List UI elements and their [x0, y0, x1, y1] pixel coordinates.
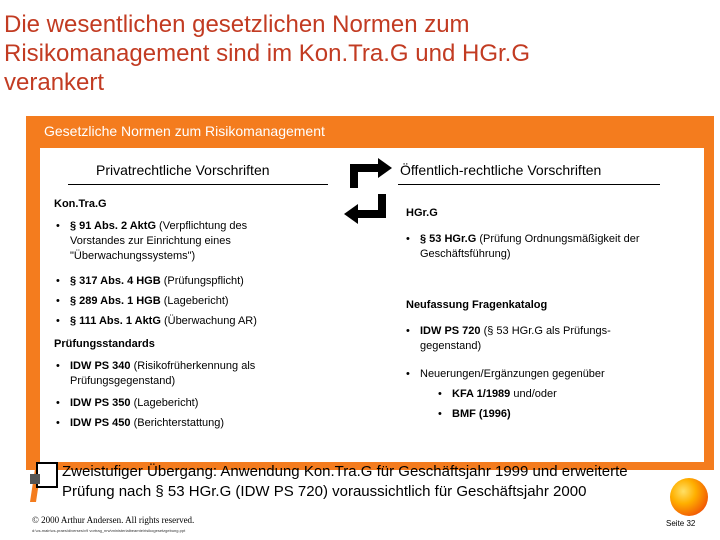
slide-title [4, 10, 704, 97]
left-header-rule [68, 184, 328, 185]
conclusion-line-1: Zweistufiger Übergang: Anwendung Kon.Tra.G für Geschäftsjahr 1999 und erweiterte [62, 463, 628, 480]
bullet-dot: • [406, 325, 410, 337]
bullet-text: (Lagebericht) [130, 397, 199, 409]
copyright-notice: © 2000 Arthur Andersen. All rights reserved. [32, 515, 195, 525]
checkbox-icon [36, 462, 58, 488]
list-item [406, 367, 696, 382]
cycle-arrows-icon [344, 158, 392, 224]
left-section-pruefungsstandards: Prüfungsstandards [54, 338, 155, 350]
bullet-text: (Prüfung Ordnungsmäßigkeit der [476, 233, 640, 245]
bullet-dot: • [406, 368, 410, 380]
page-number: Seite 32 [666, 519, 696, 528]
bullet-dot: • [56, 417, 60, 429]
bullet-text-line2: Vorstandes zur Einrichtung eines [70, 235, 231, 247]
sub-list-item [438, 407, 678, 422]
bullet-text-line2: Prüfungsgegenstand) [70, 375, 176, 387]
bullet-bold: § 317 Abs. 4 HGB [70, 275, 161, 287]
list-item [56, 416, 316, 431]
bullet-bold: IDW PS 450 [70, 417, 131, 429]
bullet-text: Neuerungen/Ergänzungen gegenüber [420, 368, 605, 380]
orange-sphere-logo [670, 478, 708, 516]
left-section-kontrag: Kon.Tra.G [54, 198, 107, 210]
list-item [56, 219, 316, 264]
bullet-text: (Berichterstattung) [130, 417, 225, 429]
right-header-rule [398, 184, 660, 185]
bullet-bold: IDW PS 720 [420, 325, 481, 337]
list-item [56, 359, 316, 389]
bullet-text: (§ 53 HGr.G als Prüfungs- [480, 325, 611, 337]
conclusion-text [62, 462, 628, 502]
bullet-text-line2: gegenstand) [420, 340, 482, 352]
title-line-3: verankert [4, 69, 105, 96]
bullet-text: (Prüfungspflicht) [160, 275, 244, 287]
list-item [56, 314, 316, 329]
bullet-dot: • [438, 388, 442, 400]
bullet-dot: • [56, 360, 60, 372]
bullet-text: (Verpflichtung des [156, 220, 248, 232]
bullet-bold: § 53 HGr.G [420, 233, 477, 245]
bullet-text: (Risikofrüherkennung als [130, 360, 256, 372]
list-item [56, 396, 316, 411]
bullet-dot: • [56, 295, 60, 307]
title-line-2: Risikomanagement sind im Kon.Tra.G und HGr.G [4, 40, 530, 67]
bullet-bold: § 111 Abs. 1 AktG [70, 315, 161, 327]
file-path: d:\cs-main\cs-praes\diverses\v9 vortrag_nrw\ministerialbeamte\risikogesetzgebung.ppt [32, 528, 186, 533]
bullet-bold: KFA 1/1989 [452, 388, 511, 400]
conclusion-line-2: Prüfung nach § 53 HGr.G (IDW PS 720) voraussichtlich für Geschäftsjahr 2000 [62, 483, 587, 500]
list-item [56, 294, 316, 309]
bullet-text-line2: Geschäftsführung) [420, 248, 511, 260]
right-column-header: Öffentlich-rechtliche Vorschriften [400, 162, 602, 178]
right-section-fragenkatalog: Neufassung Fragenkatalog [406, 299, 548, 311]
bullet-bold: IDW PS 340 [70, 360, 131, 372]
bullet-text: (Lagebericht) [160, 295, 229, 307]
bullet-dot: • [438, 408, 442, 420]
bullet-dot: • [56, 397, 60, 409]
bullet-text: (Überwachung AR) [160, 315, 257, 327]
bullet-bold: § 289 Abs. 1 HGB [70, 295, 161, 307]
bullet-text: und/oder [510, 388, 557, 400]
right-section-hgrg: HGr.G [406, 207, 438, 219]
list-item [56, 274, 316, 289]
title-line-1: Die wesentlichen gesetzlichen Normen zum [4, 11, 470, 38]
list-item [406, 324, 696, 354]
bullet-dot: • [56, 220, 60, 232]
sub-list-item [438, 387, 678, 402]
bullet-dot: • [406, 233, 410, 245]
left-column-header: Privatrechtliche Vorschriften [96, 162, 270, 178]
bullet-bold: IDW PS 350 [70, 397, 131, 409]
bullet-bold: § 91 Abs. 2 AktG [70, 220, 156, 232]
bullet-text-line3: "Überwachungssystems") [70, 250, 196, 262]
frame-label: Gesetzliche Normen zum Risikomanagement [44, 123, 325, 139]
bullet-dot: • [56, 315, 60, 327]
bullet-bold: BMF (1996) [452, 408, 511, 420]
list-item [406, 232, 696, 262]
bullet-dot: • [56, 275, 60, 287]
